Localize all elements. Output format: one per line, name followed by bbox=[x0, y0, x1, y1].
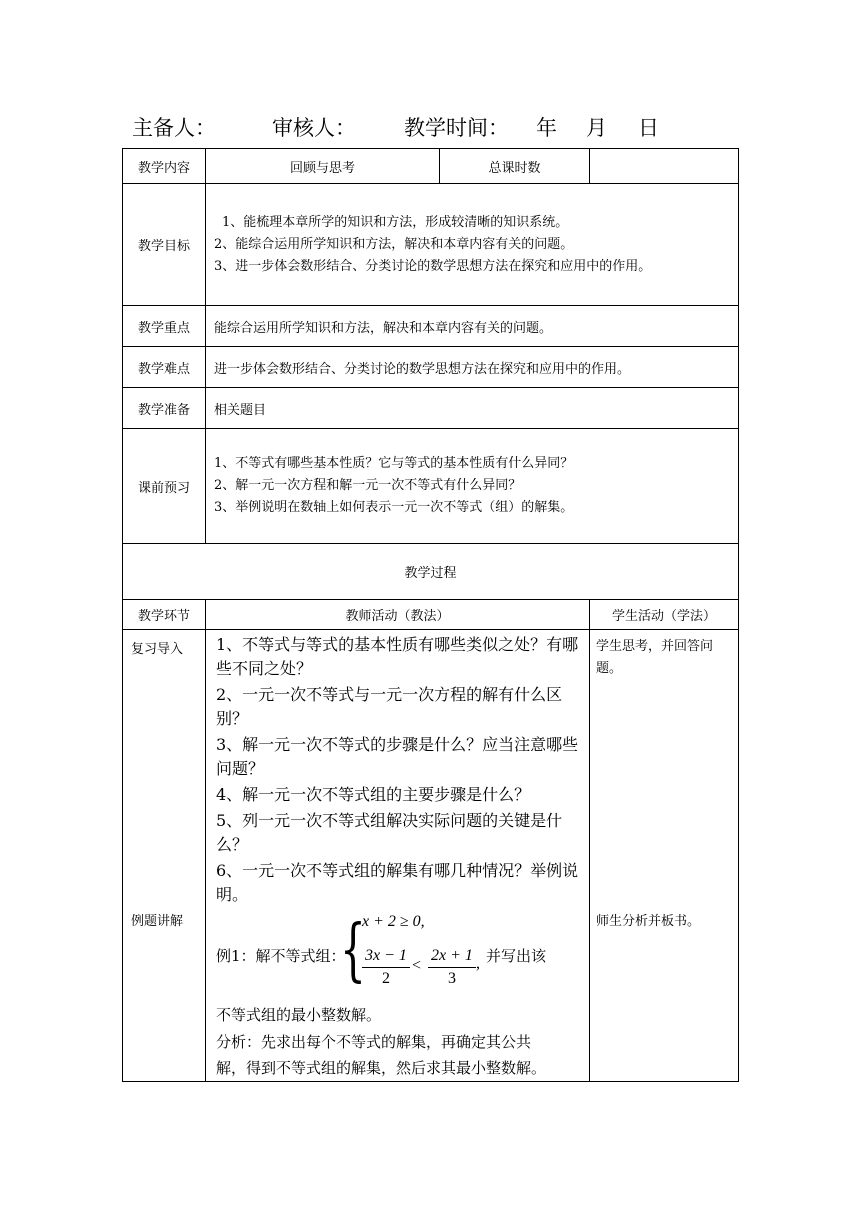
content-value: 回顾与思考 bbox=[206, 149, 440, 184]
total-hours-label: 总课时数 bbox=[440, 149, 590, 184]
content-label: 教学内容 bbox=[123, 149, 206, 184]
difficulty-row bbox=[123, 347, 739, 388]
question-item: 5、列一元一次不等式组解决实际问题的关键是什么？ bbox=[216, 811, 563, 854]
goal-label: 教学目标 bbox=[123, 184, 206, 306]
example-after: 不等式组的最小整数解。 bbox=[216, 1006, 382, 1024]
prep-row bbox=[123, 388, 739, 429]
fraction-right bbox=[428, 947, 476, 988]
content-row bbox=[123, 149, 739, 184]
example-analysis: 分析：先求出每个不等式的解集，再确定其公共解，得到不等式组的解集，然后求其最小整数解。 bbox=[216, 1033, 547, 1077]
student-activity-review: 学生思考，并回答问题。 bbox=[596, 639, 714, 676]
process-header-row bbox=[123, 600, 739, 630]
inequality-1: x + 2 ≥ 0, bbox=[362, 913, 425, 930]
total-hours-value bbox=[590, 149, 739, 184]
question-item: 1、不等式与等式的基本性质有哪些类似之处？有哪些不同之处？ bbox=[216, 635, 579, 678]
process-title-row bbox=[123, 544, 739, 600]
preview-label: 课前预习 bbox=[123, 429, 206, 544]
question-item: 3、解一元一次不等式的步骤是什么？应当注意哪些问题？ bbox=[216, 735, 579, 778]
goal-row bbox=[123, 184, 739, 306]
day-label: 日 bbox=[638, 116, 659, 140]
teacher-activity-cell bbox=[206, 630, 590, 1082]
preview-item: 3、举例说明在数轴上如何表示一元一次不等式（组）的解集。 bbox=[214, 500, 574, 515]
goal-content bbox=[206, 184, 739, 306]
preparer-label: 主备人： bbox=[132, 116, 216, 140]
prep-label: 教学准备 bbox=[123, 388, 206, 429]
fraction-left-denominator: 2 bbox=[381, 970, 390, 987]
goal-item: 1、能梳理本章所学的知识和方法，形成较清晰的知识系统。 bbox=[222, 214, 569, 230]
goal-item: 3、进一步体会数形结合、分类讨论的数学思想方法在探究和应用中的作用。 bbox=[214, 258, 652, 274]
teacher-column-header: 教师活动（教法） bbox=[206, 600, 590, 630]
teaching-time-label: 教学时间： bbox=[404, 116, 509, 140]
question-item: 6、一元一次不等式组的解集有哪几种情况？举例说明。 bbox=[216, 861, 579, 904]
fraction-left-numerator: 3x − 1 bbox=[362, 947, 410, 968]
key-value: 能综合运用所学知识和方法，解决和本章内容有关的问题。 bbox=[206, 306, 739, 347]
year-label: 年 bbox=[536, 116, 557, 140]
fraction-left bbox=[362, 947, 410, 988]
process-title: 教学过程 bbox=[123, 544, 739, 600]
example-tail: 并写出该 bbox=[486, 947, 547, 965]
stage-cell bbox=[123, 630, 206, 1082]
preview-item: 2、解一元一次方程和解一元一次不等式有什么异同？ bbox=[214, 478, 522, 493]
key-row bbox=[123, 306, 739, 347]
fraction-right-numerator: 2x + 1 bbox=[428, 947, 476, 968]
process-body-row bbox=[123, 630, 739, 1082]
system-brace: { bbox=[340, 911, 366, 990]
stage-column-header: 教学环节 bbox=[123, 600, 206, 630]
less-than-sign: < bbox=[412, 957, 422, 974]
preview-row bbox=[123, 429, 739, 544]
student-column-header: 学生活动（学法） bbox=[590, 600, 739, 630]
question-item: 2、一元一次不等式与一元一次方程的解有什么区别？ bbox=[216, 685, 563, 728]
preview-content bbox=[206, 429, 739, 544]
example-1 bbox=[216, 909, 583, 1001]
difficulty-value: 进一步体会数形结合、分类讨论的数学思想方法在探究和应用中的作用。 bbox=[206, 347, 739, 388]
month-label: 月 bbox=[586, 116, 607, 140]
prep-value: 相关题目 bbox=[206, 388, 739, 429]
lesson-plan-table bbox=[122, 148, 739, 1082]
reviewer-label: 审核人： bbox=[272, 116, 356, 140]
stage-review: 复习导入 bbox=[131, 642, 184, 657]
question-item: 4、解一元一次不等式组的主要步骤是什么？ bbox=[216, 785, 531, 804]
preview-item: 1、不等式有哪些基本性质？它与等式的基本性质有什么异同？ bbox=[214, 456, 574, 471]
difficulty-label: 教学难点 bbox=[123, 347, 206, 388]
student-activity-example: 师生分析并板书。 bbox=[596, 914, 701, 929]
review-questions bbox=[216, 633, 583, 907]
inequality-comma: , bbox=[476, 955, 480, 972]
example-lead: 例1：解不等式组： bbox=[216, 947, 346, 965]
fraction-right-denominator: 3 bbox=[447, 970, 456, 987]
student-activity-cell bbox=[590, 630, 739, 1082]
goal-item: 2、能综合运用所学知识和方法，解决和本章内容有关的问题。 bbox=[214, 236, 574, 252]
stage-example: 例题讲解 bbox=[131, 914, 184, 929]
key-label: 教学重点 bbox=[123, 306, 206, 347]
